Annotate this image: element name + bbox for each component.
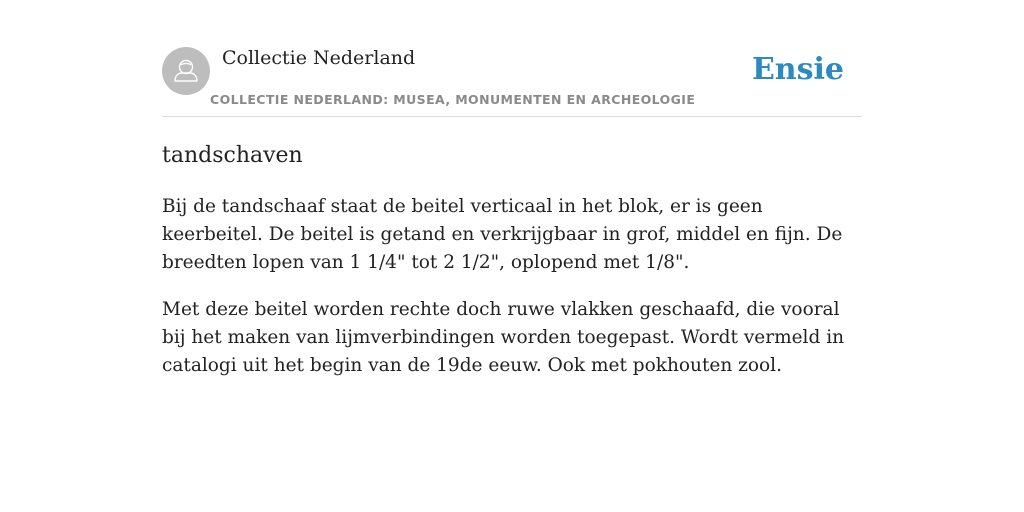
brand-logo[interactable]: Ensie xyxy=(751,52,844,87)
author-name[interactable]: Collectie Nederland xyxy=(222,47,416,69)
source-subtitle[interactable]: COLLECTIE NEDERLAND: MUSEA, MONUMENTEN EN ARCHEOLOGIE xyxy=(210,92,696,107)
page-container xyxy=(162,0,862,380)
page-header xyxy=(162,0,862,117)
definition-paragraph-2: Met deze beitel worden rechte doch ruwe vlakken geschaafd, die vooral bij het maken van lijmverbindingen worden toegepast. Wordt vermeld in catalogi uit het begin van de 19de eeuw. Ook met pokhouten zool. xyxy=(162,299,845,376)
avatar[interactable] xyxy=(162,47,210,95)
user-icon xyxy=(162,47,210,95)
entry-term: tandschaven xyxy=(162,143,303,168)
definition-paragraph-1: Bij de tandschaaf staat de beitel verticaal in het blok, er is geen keerbeitel. De beitel is getand en verkrijgbaar in grof, middel en fijn. De breedten lopen van 1 1/4" tot 2 1/2", oplopend met 1/8". xyxy=(162,196,843,273)
